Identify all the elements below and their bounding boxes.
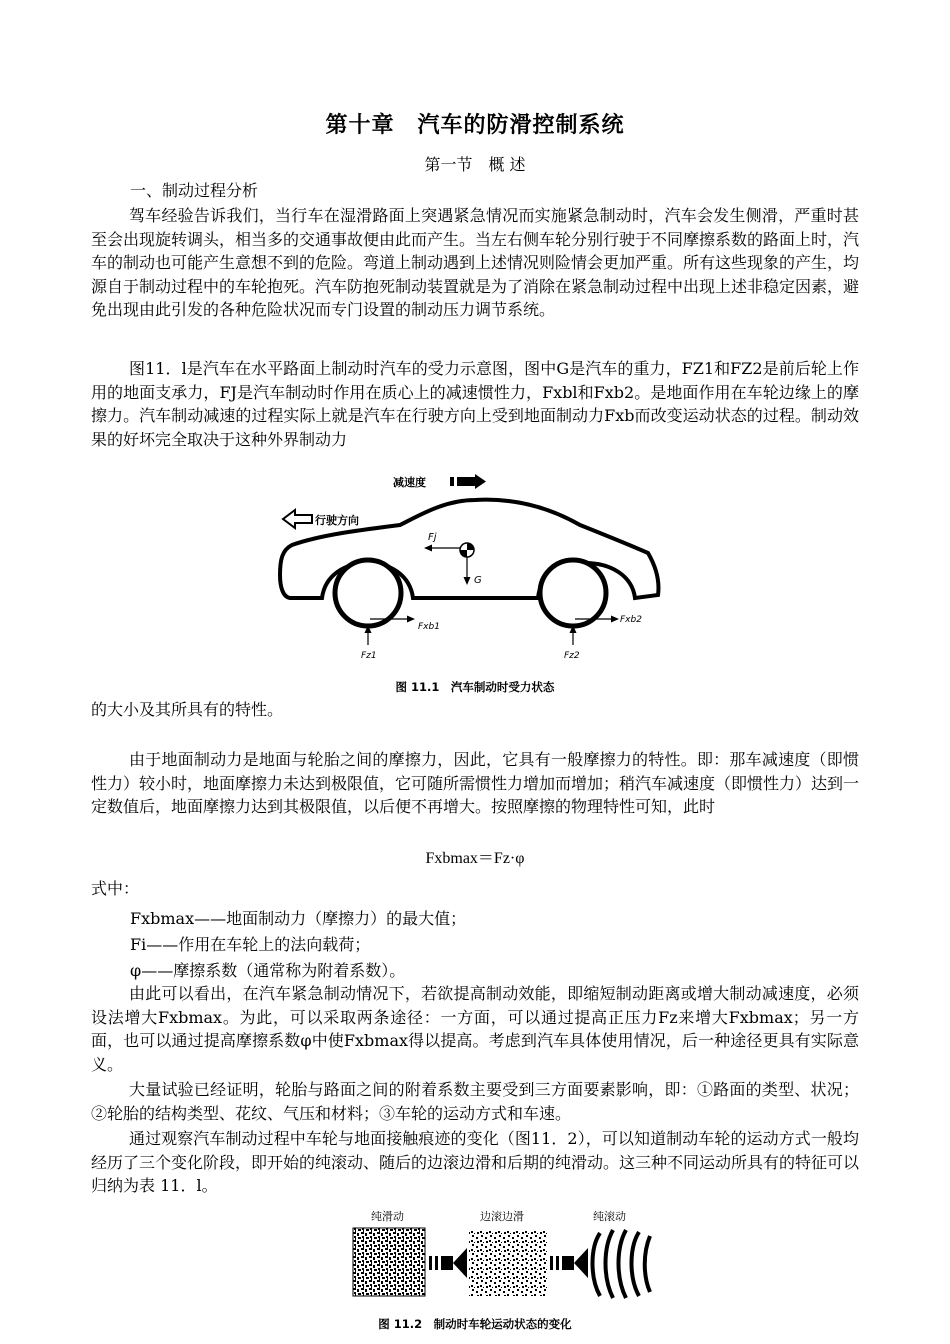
paragraph-2: 图11．l是汽车在水平路面上制动时汽车的受力示意图，图中G是汽车的重力，FZ1和FZ2是前后轮上作用的地面支承力，FJ是汽车制动时作用在质心上的减速惯性力，Fxbl和Fxb2。是地面作用在车轮边缘上的摩擦力。汽车制动减速的过程实际上就是汽车在行驶方向上受到地面制动力Fxb而改变运动状态的过程。制动效果的好坏完全取决于这种外界制动力 [91, 359, 859, 449]
fig1-label-fz1: Fz1 [361, 651, 377, 661]
fig1-label-fj: Fj [428, 532, 437, 543]
fig1-label-g: G [474, 575, 482, 586]
fig1-label-decel: 减速度 [393, 476, 426, 489]
arrow1-bar-b [435, 1256, 438, 1270]
arrow2-bar-a [550, 1256, 553, 1270]
com-quadrant-1 [467, 543, 474, 550]
definition-fxbmax: Fxbmax——地面制动力（摩擦力）的最大值； [130, 909, 467, 928]
front-wheel [335, 560, 401, 626]
fig1-label-direction: 行驶方向 [315, 514, 359, 527]
fig1-label-fxb2: Fxb2 [620, 615, 642, 625]
definition-phi: φ——摩擦系数（通常称为附着系数）。 [130, 961, 406, 980]
paragraph-4: 由此可以看出，在汽车紧急制动情况下，若欲提高制动效能，即缩短制动距离或增大制动减速度，必须设法增大Fxbmax。为此，可以采取两条途径：一方面，可以通过提高正压力Fz来增大Fxbmax；另一方面，也可以通过提高摩擦系数φ中使Fxbmax得以提高。考虑到汽车具体使用情况，后一种途径更具有实际意义。 [91, 984, 859, 1074]
g-arrow-head [464, 577, 471, 585]
arrow1-bar-c [441, 1256, 453, 1270]
arrow2-bar-c [562, 1256, 574, 1270]
figure-11-1-caption: 图 11.1 汽车制动时受力状态 [395, 680, 555, 694]
decel-arrow-head [475, 474, 486, 489]
paragraph-2-tail: 的大小及其所具有的特性。 [91, 700, 284, 719]
paragraph-3: 由于地面制动力是地面与轮胎之间的摩擦力，因此，它具有一般摩擦力的特性。即：那车减速度（即惯性力）较小时，地面摩擦力未达到极限值，它可随所需惯性力增加而增加；稍汽车减速度（即惯性力）达到一定数值后，地面摩擦力达到其极限值，以后便不再增大。按照摩擦的物理特性可知，此时 [91, 750, 860, 817]
trace-roll-slide [469, 1230, 547, 1296]
trace-pure-roll [593, 1230, 651, 1298]
arrow2-bar-b [556, 1256, 559, 1270]
fj-arrow-head [424, 545, 432, 552]
figure-11-2-wheel-traces [345, 1208, 665, 1318]
definition-fi: Fi——作用在车轮上的法向载荷； [130, 935, 371, 954]
chapter-title: 第十章 汽车的防滑控制系统 [325, 113, 625, 138]
arrow1-bar-a [429, 1256, 432, 1270]
decel-arrow-tail [450, 477, 454, 486]
rear-wheel [540, 560, 606, 626]
fig1-label-fxb1: Fxb1 [418, 622, 440, 632]
com-quadrant-2 [460, 550, 467, 557]
figure-11-1-car-forces [270, 465, 670, 675]
heading-brake-analysis: 一、制动过程分析 [130, 181, 259, 200]
arrow2-head [574, 1248, 588, 1278]
fig2-label-pure-slide: 纯滑动 [371, 1210, 404, 1223]
formula-fxbmax: Fxbmax＝Fz·φ [425, 850, 525, 867]
figure-11-2-caption: 图 11.2 制动时车轮运动状态的变化 [378, 1317, 572, 1331]
fig2-label-pure-roll: 纯滚动 [593, 1210, 626, 1223]
direction-arrow-icon [283, 510, 312, 528]
fig2-label-roll-slide: 边滚边滑 [480, 1210, 524, 1223]
fxb2-arrow-head [611, 616, 619, 623]
where-label: 式中： [91, 879, 140, 898]
decel-arrow-body [457, 477, 475, 486]
arrow1-head [453, 1248, 467, 1278]
fxb1-arrow-head [407, 616, 415, 623]
paragraph-6: 通过观察汽车制动过程中车轮与地面接触痕迹的变化（图11．2），可以知道制动车轮的运动方式一般均经历了三个变化阶段，即开始的纯滚动、随后的边滚边滑和后期的纯滑动。这三种不同运动所具有的特征可以归纳为表 11．l。 [91, 1129, 860, 1196]
paragraph-1: 驾车经验告诉我们，当行车在湿滑路面上突遇紧急情况而实施紧急制动时，汽车会发生侧滑，严重时甚至会出现旋转调头，相当多的交通事故便由此而产生。当左右侧车轮分别行驶于不同摩擦系数的路面上时，汽车的制动也可能产生意想不到的危险。弯道上制动遇到上述情况则险情会更加严重。所有这些现象的产生，均源自于制动过程中的车轮抱死。汽车防抱死制动装置就是为了消除在紧急制动过程中出现上述非稳定因素，避免出现由此引发的各种危险状况而专门设置的制动压力调节系统。 [91, 206, 860, 320]
paragraph-5: 大量试验已经证明，轮胎与路面之间的附着系数主要受到三方面要素影响，即：①路面的类型、状况；②轮胎的结构类型、花纹、气压和材料；③车轮的运动方式和车速。 [91, 1080, 859, 1123]
trace-pure-slide [353, 1228, 425, 1296]
fig1-label-fz2: Fz2 [564, 651, 580, 661]
section-title: 第一节 概 述 [424, 155, 526, 174]
